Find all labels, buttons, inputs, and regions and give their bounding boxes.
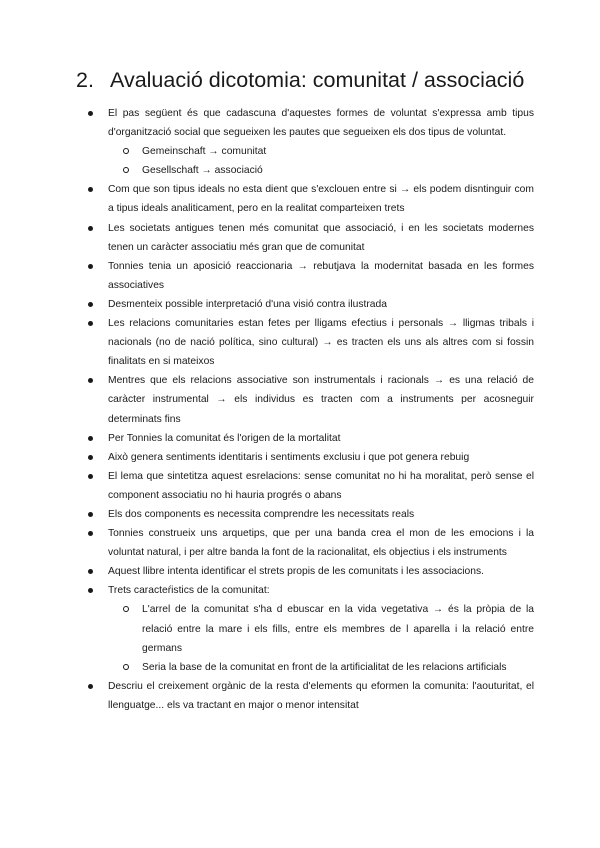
list-item-text: Com que son tipus ideals no esta dient que s'exclouen entre si → els podem disntinguir com a tipus ideals analiticament, pero en la realitat comparteixen trets <box>108 184 534 215</box>
list-item-text: Els dos components es necessita comprendre les necessitats reals <box>108 508 415 520</box>
list-item-text: Aquest llibre intenta identificar el strets propis de les comunitats i les associacions. <box>108 566 485 578</box>
sub-list-item: Gemeinschaft → comunitat <box>108 142 534 161</box>
sub-list-item: L'arrel de la comunitat s'ha d ebuscar en la vida vegetativa → és la pròpia de la relació entre la mare i els fills, entre els membres de l aparella i la relació entre germans <box>108 600 534 657</box>
list-item-text: El pas següent és que cadascuna d'aquestes formes de voluntat s'expressa amb tipus d'organització social que segueixen les pautes que segueixen els dos tipus de voluntat. <box>108 108 534 139</box>
list-item <box>76 295 534 314</box>
list-item <box>76 467 534 505</box>
list-item <box>76 180 534 218</box>
list-item-text: Descriu el creixement orgànic de la resta d'elements qu eformen la comunita: l'aouturitat, el llenguatge... els va tractant en major o menor intensitat <box>108 680 534 711</box>
list-item <box>76 505 534 524</box>
list-item <box>76 104 534 180</box>
list-item <box>76 257 534 295</box>
sub-list-item: Gesellschaft → associació <box>108 161 534 180</box>
section-number: 2. <box>76 68 94 92</box>
list-item-text: Mentres que els relacions associative son instrumentals i racionals → es una relació de caràcter instrumental → els individus es tracten com a instruments per acosneguir determinats fins <box>108 375 534 425</box>
list-item-text: Les societats antigues tenen més comunitat que associació, i en les societats modernes tenen un caràcter associatiu més gran que de comunitat <box>108 222 534 253</box>
sub-list <box>108 142 534 180</box>
bullet-list <box>76 104 534 715</box>
section-heading <box>76 68 524 93</box>
sub-list <box>108 600 534 676</box>
list-item <box>76 371 534 428</box>
list-item-text: Desmenteix possible interpretació d'una visió contra ilustrada <box>108 298 387 310</box>
list-item-text: El lema que sintetitza aquest esrelacions: sense comunitat no hi ha moralitat, però sense el component associatiu no hi hauria progrés o abans <box>108 470 534 501</box>
list-item-text: Trets caracteŕistics de la comunitat: <box>108 585 270 597</box>
list-item <box>76 314 534 371</box>
section-title: Avaluació dicotomia: comunitat / associació <box>110 68 525 92</box>
list-item <box>76 219 534 257</box>
list-item-text: Tonnies tenia un aposició reaccionaria → rebutjava la modernitat basada en les formes associatives <box>108 260 534 291</box>
list-item-text: Això genera sentiments identitaris i sentiments exclusiu i que pot genera rebuig <box>108 451 470 463</box>
list-item <box>76 677 534 715</box>
list-item-text: Les relacions comunitaries estan fetes per lligams efectius i personals → lligmas tribals i nacionals (no de nació política, sino cultural) → es tracten els uns als altres com si fossin finalitats en si mateixos <box>108 318 534 368</box>
list-item <box>76 429 534 448</box>
list-item <box>76 448 534 467</box>
list-item-text: Per Tonnies la comunitat és l'origen de la mortalitat <box>108 432 341 444</box>
list-item-text: Tonnies construeix uns arquetips, que per una banda crea el mon de les emocions i la voluntat natural, i per altre banda la font de la racionalitat, els objectius i els instruments <box>108 528 534 559</box>
list-item <box>76 581 534 676</box>
sub-list-item: Seria la base de la comunitat en front de la artificialitat de les relacions artificials <box>108 658 534 677</box>
list-item <box>76 524 534 562</box>
list-item <box>76 562 534 581</box>
